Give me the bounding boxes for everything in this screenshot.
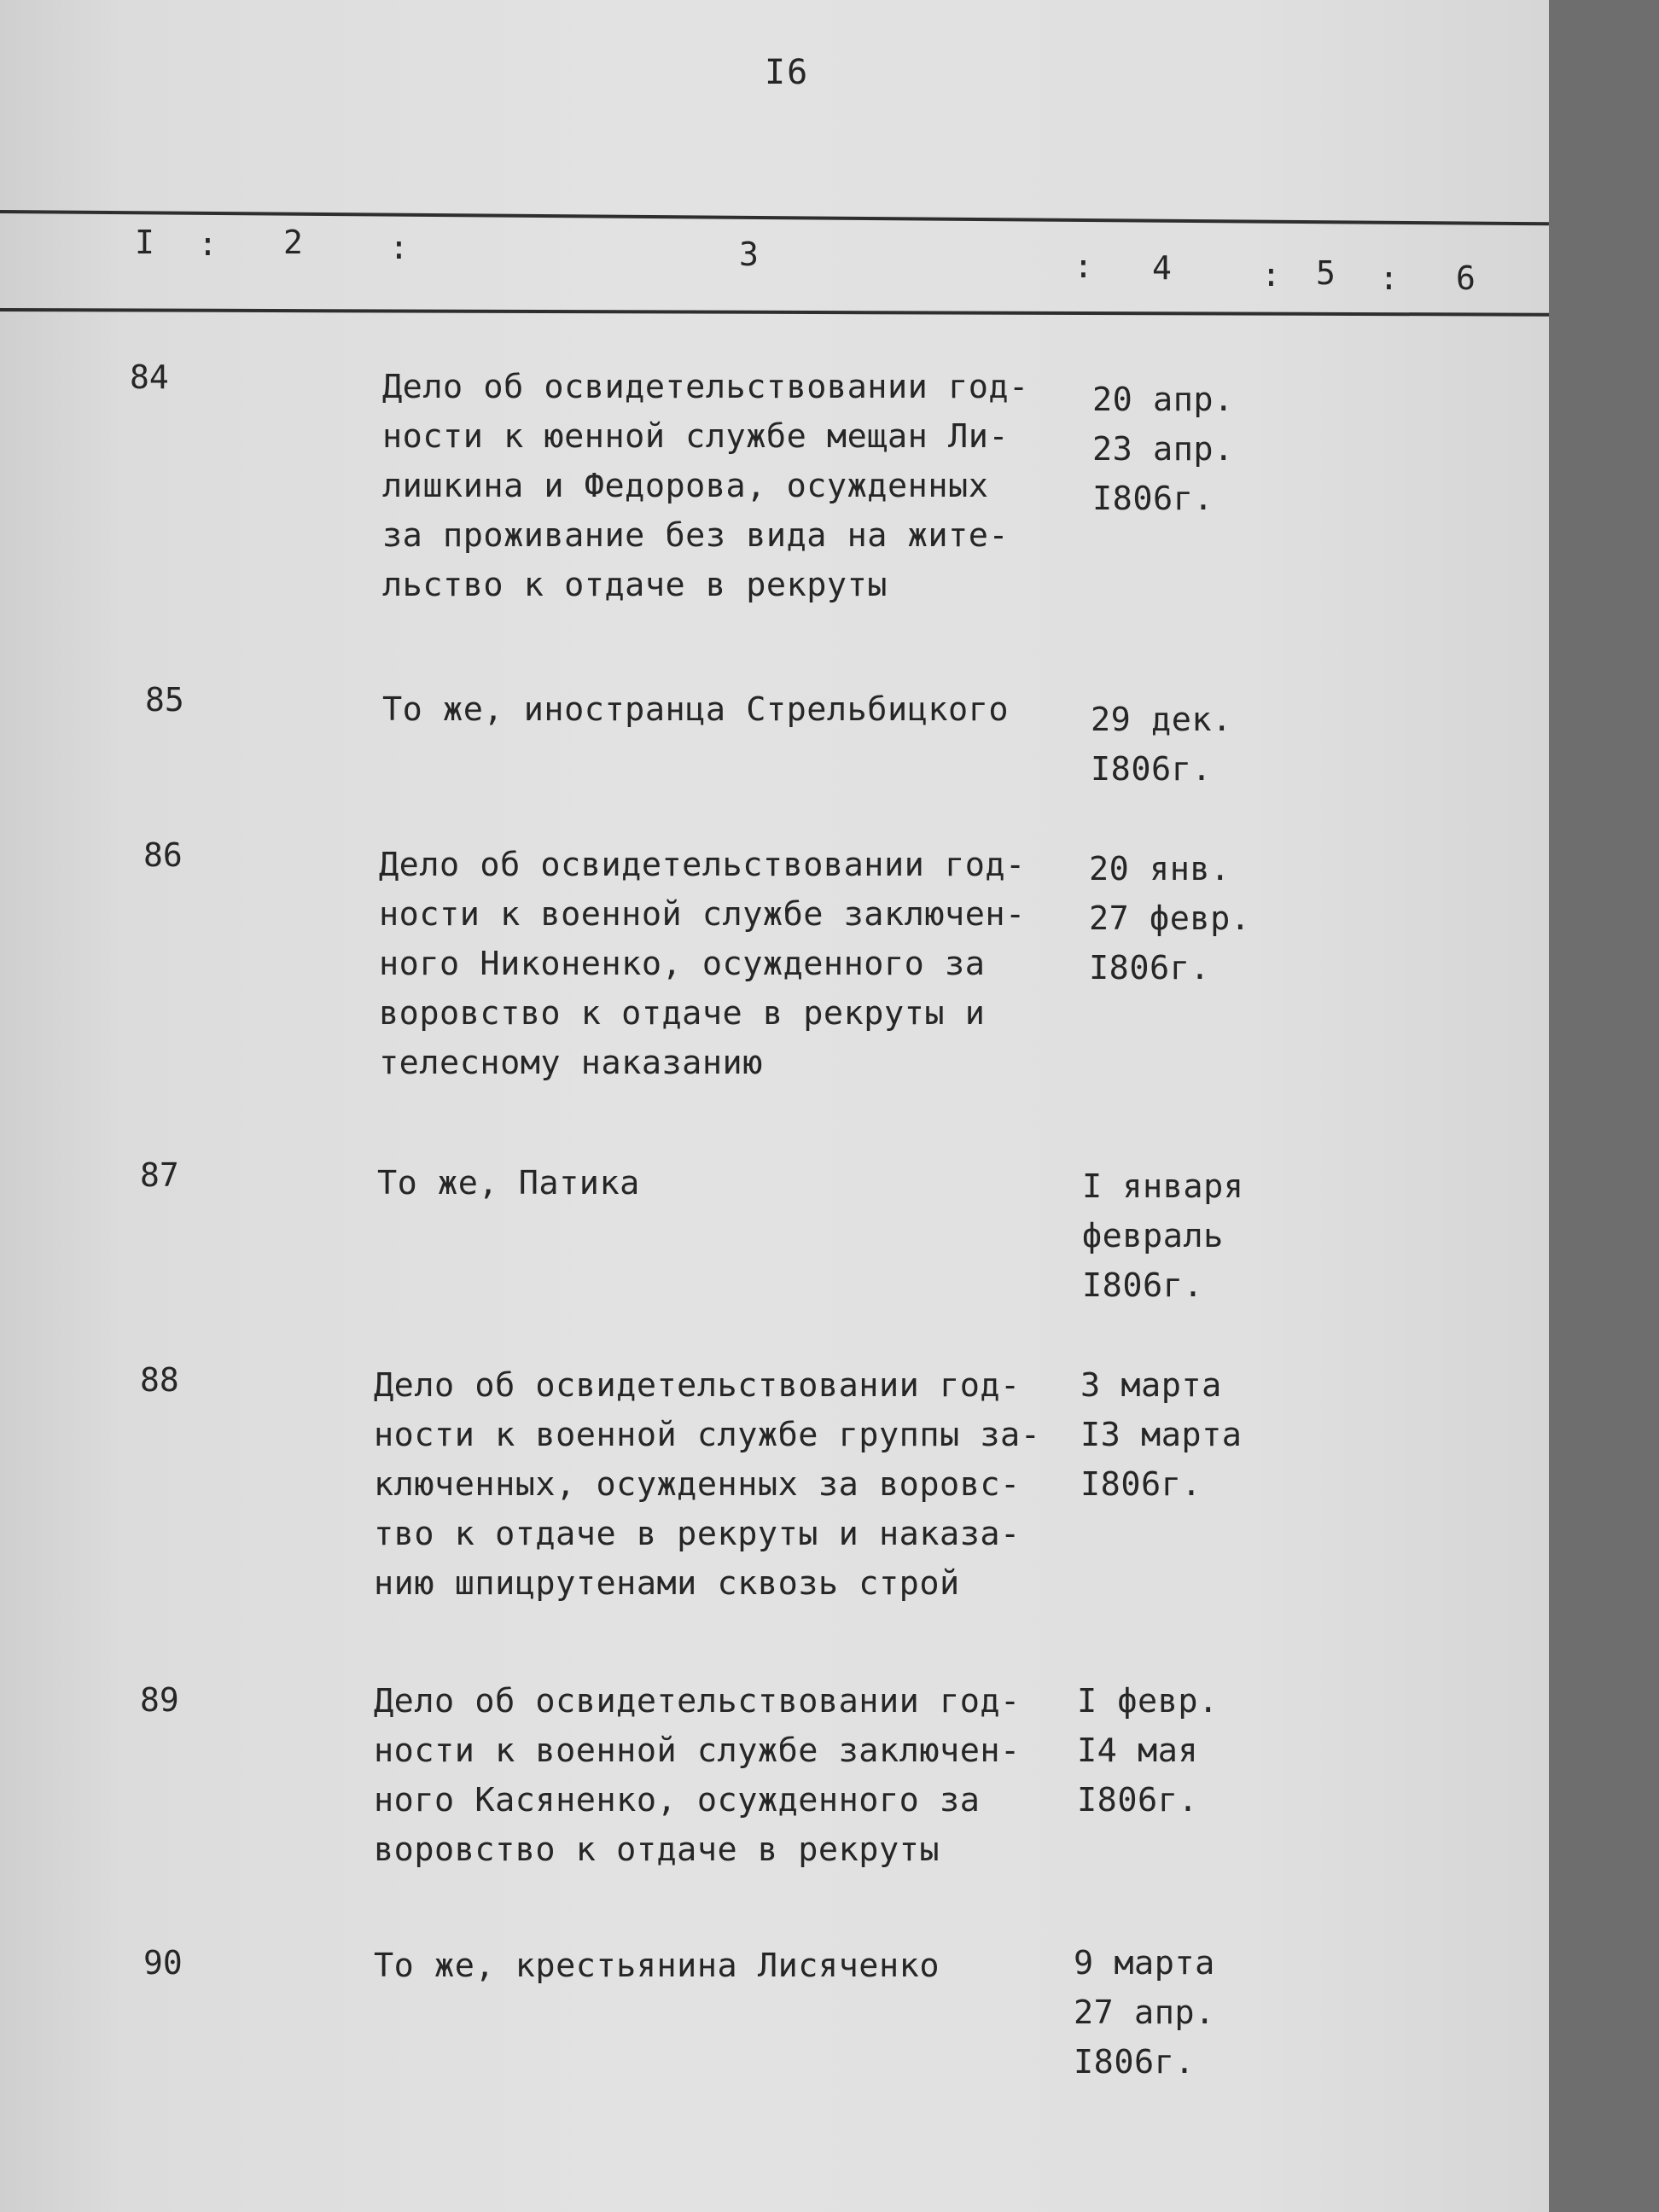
date-line: 23 апр.: [1092, 430, 1234, 469]
entry-dates: [1074, 1939, 1215, 2087]
date-line: I806г.: [1080, 1465, 1202, 1504]
entry-number: 86: [143, 836, 183, 874]
description-line: льство к отдаче в рекруты: [382, 566, 888, 604]
entry-description: [374, 1677, 1021, 1875]
entry-description: [379, 841, 1026, 1088]
entry-dates: [1080, 1361, 1242, 1510]
column-separator: :: [1074, 247, 1093, 285]
description-line: То же, иностранца Стрельбицкого: [382, 690, 1010, 729]
entry-number: 89: [140, 1681, 179, 1719]
date-line: 27 апр.: [1074, 1994, 1215, 2032]
date-line: 29 дек.: [1091, 701, 1232, 739]
description-line: ности к военной службе заключен-: [379, 895, 1026, 934]
date-line: I4 мая: [1077, 1732, 1199, 1770]
entry-description: [382, 685, 1009, 735]
page-number: I6: [765, 53, 810, 92]
description-line: ности к юенной службе мещан Ли-: [382, 417, 1010, 456]
column-header-5: 5: [1316, 254, 1336, 292]
entry-description: [374, 1361, 1040, 1609]
date-line: I806г.: [1077, 1781, 1199, 1819]
description-line: ности к военной службе заключен-: [374, 1732, 1021, 1770]
column-header-4: 4: [1152, 249, 1172, 287]
description-line: телесному наказанию: [379, 1044, 763, 1082]
date-line: февраль: [1082, 1217, 1224, 1255]
description-line: за проживание без вида на жите-: [382, 516, 1010, 555]
description-line: ключенных, осужденных за воровс-: [374, 1465, 1021, 1504]
description-line: Дело об освидетельствовании год-: [379, 846, 1026, 884]
date-line: 20 янв.: [1089, 850, 1231, 888]
entry-number: 85: [145, 681, 184, 719]
entry-description: [377, 1159, 640, 1208]
date-line: 3 марта: [1080, 1366, 1222, 1405]
description-line: Дело об освидетельствовании год-: [382, 368, 1029, 406]
description-line: ного Никоненко, осужденного за: [379, 945, 986, 983]
entry-dates: [1082, 1162, 1243, 1311]
description-line: Дело об освидетельствовании год-: [374, 1366, 1021, 1405]
description-line: ности к военной службе группы за-: [374, 1416, 1041, 1454]
header-top-rule: [0, 210, 1549, 225]
entry-description: [374, 1941, 940, 1991]
description-line: Дело об освидетельствовании год-: [374, 1682, 1021, 1720]
date-line: I806г.: [1091, 750, 1213, 789]
column-header-6: 6: [1456, 259, 1476, 297]
description-line: лишкина и Федорова, осужденных: [382, 467, 989, 505]
date-line: I3 марта: [1080, 1416, 1243, 1454]
description-line: То же, крестьянина Лисяченко: [374, 1947, 940, 1985]
description-line: То же, Патика: [377, 1164, 640, 1202]
description-line: тво к отдаче в рекруты и наказа-: [374, 1515, 1021, 1553]
entry-description: [382, 363, 1029, 610]
column-separator: :: [198, 225, 218, 263]
entry-number: 90: [143, 1944, 183, 1982]
description-line: ного Касяненко, осужденного за: [374, 1781, 981, 1819]
column-separator: :: [1261, 256, 1281, 294]
entry-dates: [1092, 375, 1234, 524]
entry-dates: [1091, 696, 1232, 795]
date-line: I806г.: [1082, 1266, 1204, 1305]
entry-number: 88: [140, 1361, 179, 1399]
date-line: I806г.: [1074, 2043, 1196, 2081]
date-line: I февр.: [1077, 1682, 1219, 1720]
entry-dates: [1089, 845, 1250, 993]
date-line: 9 марта: [1074, 1944, 1215, 1982]
column-separator: :: [1379, 259, 1399, 297]
entry-dates: [1077, 1677, 1219, 1825]
date-line: I806г.: [1089, 949, 1211, 987]
column-header-2: 2: [283, 224, 303, 261]
column-separator: :: [389, 229, 409, 266]
description-line: воровство к отдаче в рекруты: [374, 1831, 940, 1869]
column-header-1: I: [135, 224, 154, 261]
date-line: I806г.: [1092, 480, 1214, 518]
date-line: 27 февр.: [1089, 899, 1251, 938]
description-line: нию шпицрутенами сквозь строй: [374, 1564, 960, 1603]
entry-number: 84: [130, 358, 169, 396]
date-line: 20 апр.: [1092, 381, 1234, 419]
description-line: воровство к отдаче в рекруты и: [379, 994, 986, 1033]
date-line: I января: [1082, 1167, 1244, 1206]
column-header-3: 3: [739, 236, 759, 273]
header-bottom-rule: [0, 308, 1549, 317]
entry-number: 87: [140, 1156, 179, 1194]
